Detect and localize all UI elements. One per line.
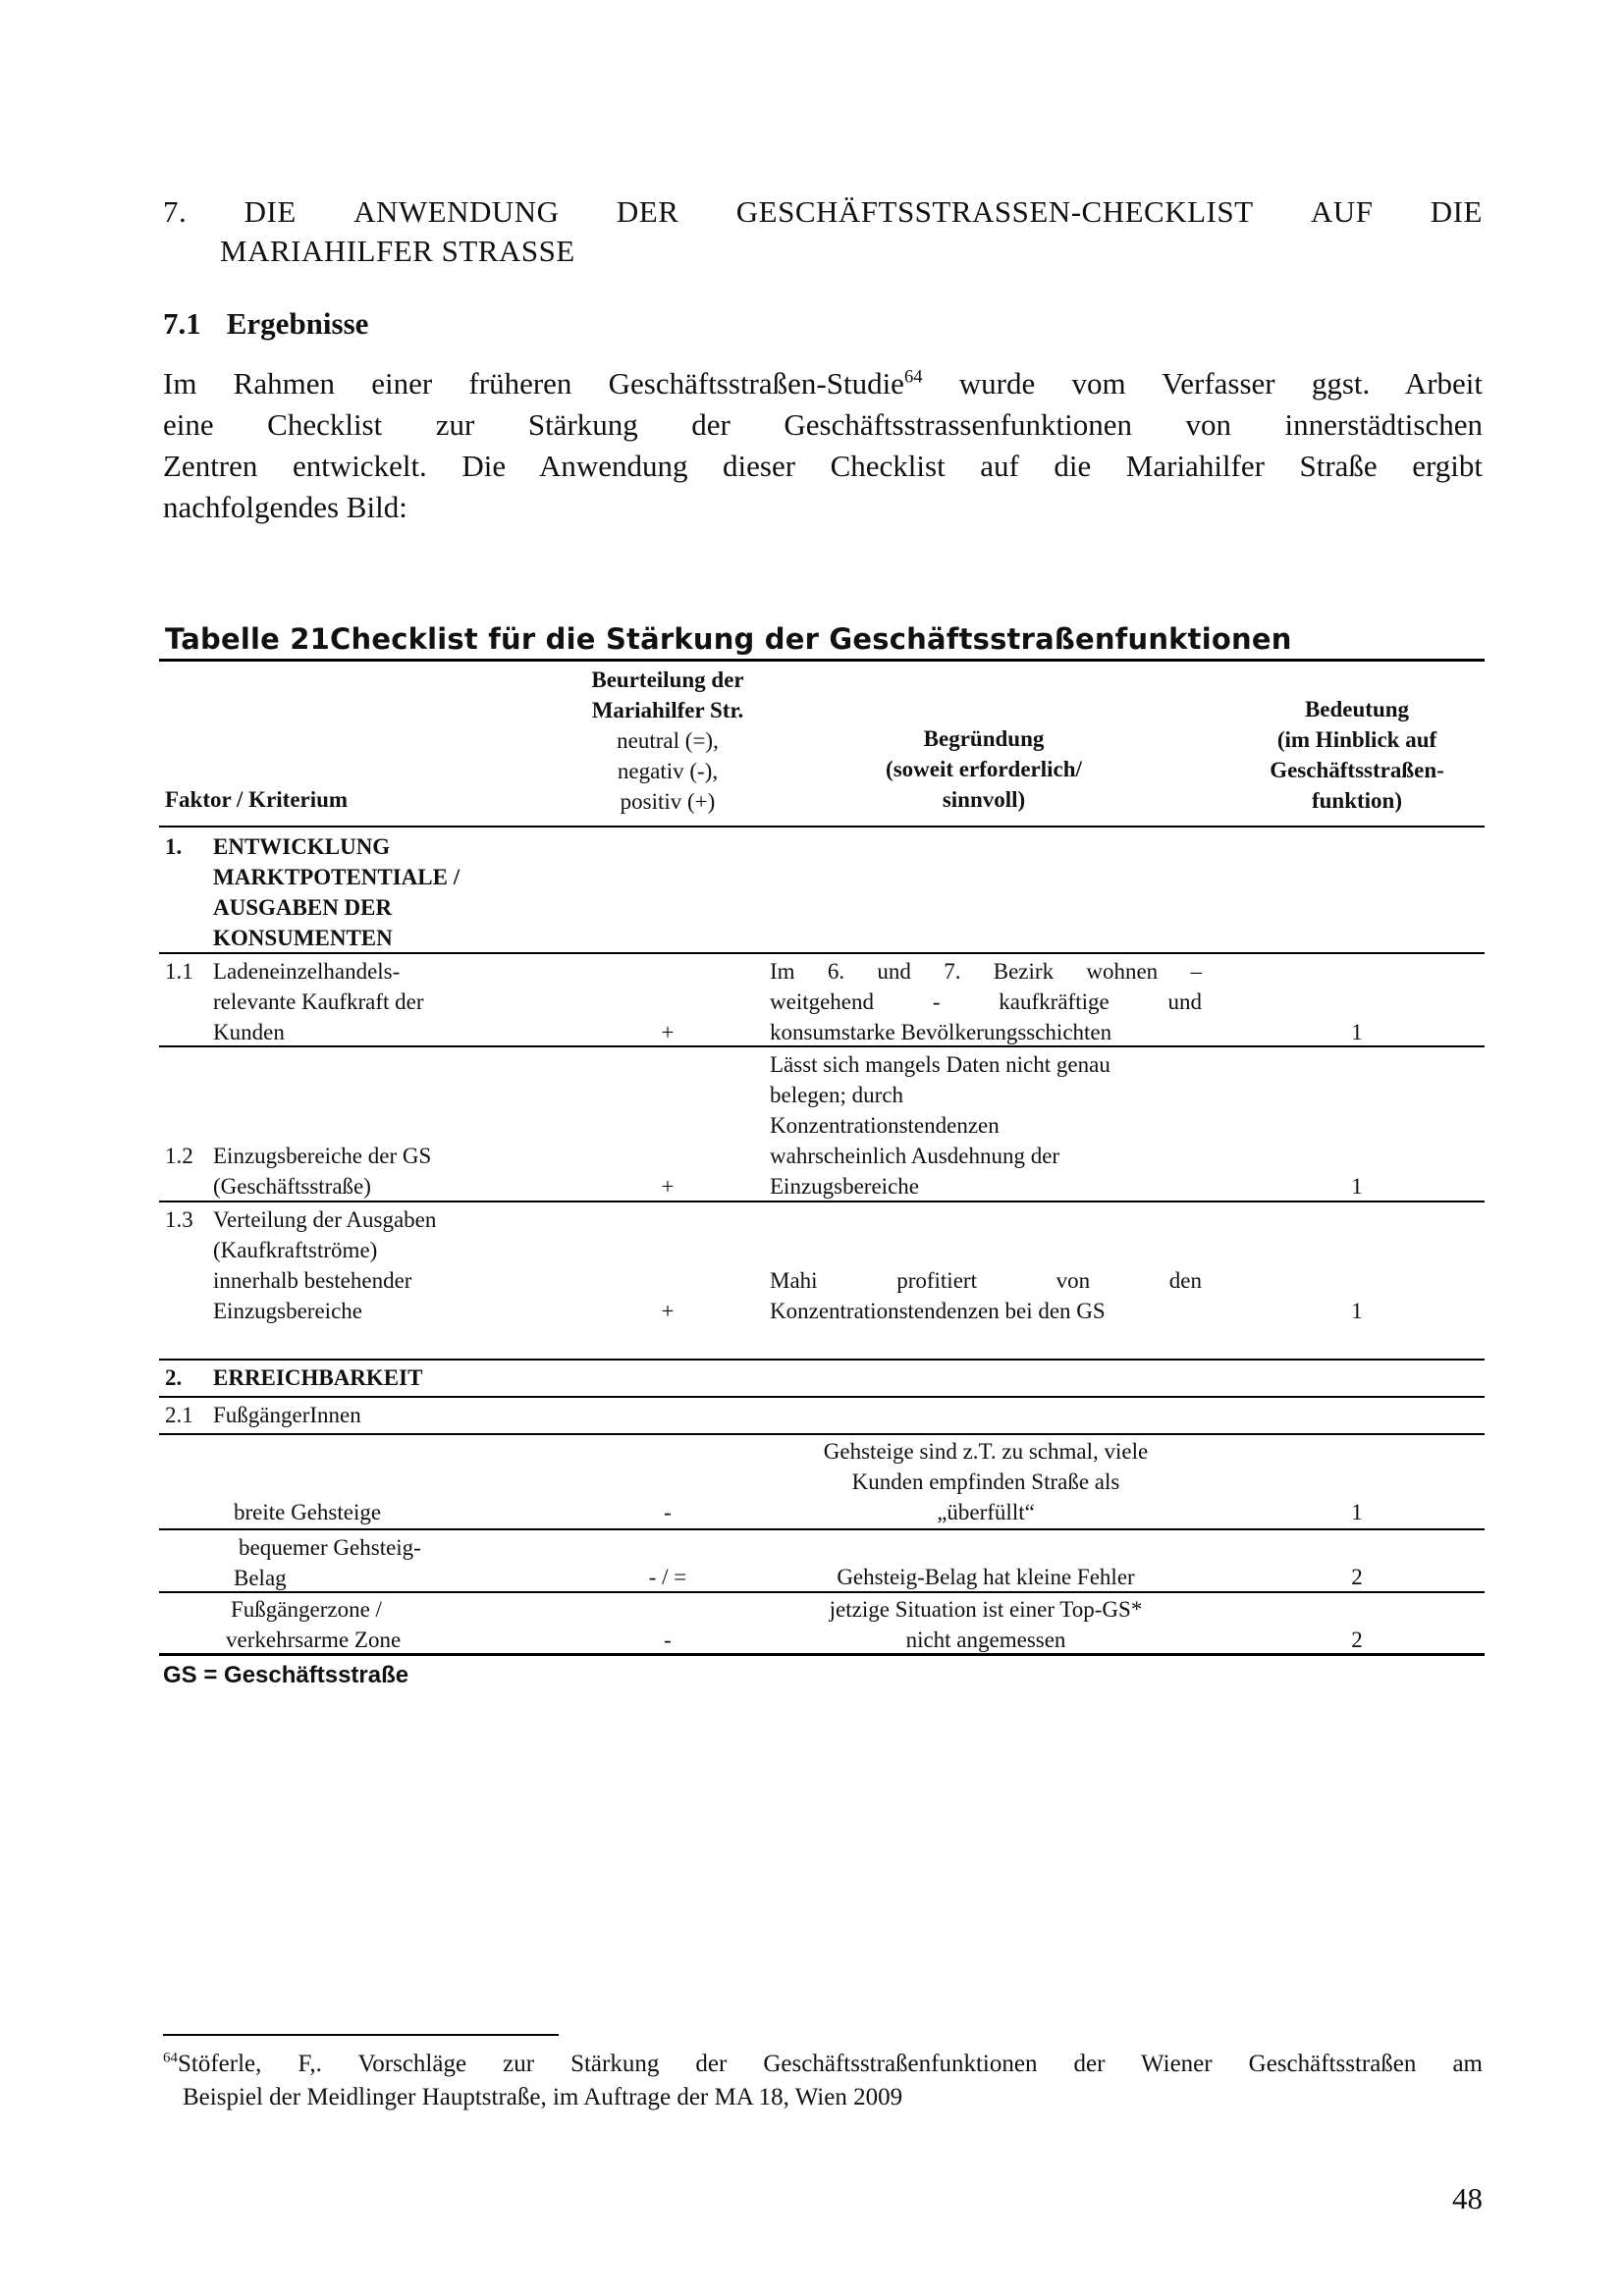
header-reason <box>768 723 1200 815</box>
header-reason-line: (soweit erforderlich/ <box>886 757 1082 781</box>
heading-word: AUF <box>1310 194 1374 229</box>
footnote-mark: 64 <box>163 2050 178 2066</box>
header-rating-line: positiv (+) <box>620 789 716 814</box>
row-reason-line: Konzentrationstendenzen bei den GS <box>770 1299 1106 1323</box>
table-note: GS = Geschäftsstraße <box>163 1662 409 1688</box>
row-factor-line: bequemer Gehsteig- <box>239 1535 421 1560</box>
row-factor-line: Fußgängerzone / <box>231 1597 382 1622</box>
section2-number: 2. <box>165 1365 183 1390</box>
table-rule <box>159 1359 1485 1361</box>
heading-word: DIE <box>244 194 297 229</box>
intro-line: Zentren entwickelt. Die Anwendung dieser Checklist auf die Mariahilfer Straße ergibt <box>163 449 1483 483</box>
header-weight <box>1239 694 1475 816</box>
row-reason-line: Lässt sich mangels Daten nicht genau <box>770 1052 1110 1077</box>
row-number: 1.3 <box>165 1207 193 1232</box>
row-factor-line: relevante Kaufkraft der <box>213 989 424 1014</box>
row-factor-line: innerhalb bestehender <box>213 1268 412 1293</box>
row-factor-line: Kunden <box>213 1020 285 1044</box>
row-reason-line: Gehsteige sind z.T. zu schmal, viele <box>823 1439 1149 1464</box>
intro-line: eine Checklist zur Stärkung der Geschäftsstrassenfunktionen von innerstädtischen <box>163 407 1483 442</box>
row-number: 2.1 <box>165 1403 193 1427</box>
footnote-text: Stöferle, F,. Vorschläge zur Stärkung der Geschäftsstraßenfunktionen der Wiener Geschäftsstraßen am <box>178 2051 1483 2077</box>
row-reason-line: jetzige Situation ist einer Top-GS* <box>829 1597 1143 1622</box>
section-number: 7.1 <box>163 306 201 341</box>
section-title: Ergebnisse <box>226 306 369 341</box>
row-rating: - <box>664 1628 672 1652</box>
header-factor: Faktor / Kriterium <box>165 787 349 812</box>
row-reason <box>770 1436 1202 1527</box>
heading-word: DER <box>616 194 679 229</box>
header-rating-line: neutral (=), <box>617 728 719 753</box>
row-weight: 1 <box>1351 1020 1363 1044</box>
row-factor <box>213 956 424 1047</box>
row-rating: - <box>664 1500 672 1524</box>
heading-word: DIE <box>1430 194 1483 229</box>
row-reason-line: belegen; durch <box>770 1083 904 1107</box>
table-rule <box>159 1396 1485 1398</box>
row-reason <box>770 1594 1202 1655</box>
row-weight: 1 <box>1351 1174 1363 1199</box>
row-factor-line: Einzugsbereiche der GS <box>213 1144 432 1168</box>
heading-word: ANWENDUNG <box>353 194 560 229</box>
row-reason: Gehsteig-Belag hat kleine Fehler <box>837 1565 1135 1589</box>
row-rating: + <box>661 1299 675 1323</box>
row-factor-line: (Kaufkraftströme) <box>213 1238 378 1262</box>
table-caption: Tabelle 21Checklist für die Stärkung der Geschäftsstraßenfunktionen <box>165 622 1292 656</box>
checklist-table <box>159 659 1485 1688</box>
header-rating-line: negativ (-), <box>617 759 719 783</box>
chapter-heading-line2: MARIAHILFER STRASSE <box>220 234 575 268</box>
row-rating: - / = <box>648 1565 687 1589</box>
intro-text: Im Rahmen einer früheren Geschäftsstraßen-Studie <box>163 366 904 400</box>
row-factor-line: Ladeneinzelhandels- <box>213 959 401 984</box>
row-reason-line: konsumstarke Bevölkerungsschichten <box>770 1020 1112 1044</box>
footnote <box>163 2048 1483 2114</box>
footnote-line <box>163 2048 1483 2081</box>
table-rule <box>159 826 1485 828</box>
row-factor-line: Belag <box>234 1566 287 1590</box>
section1-title-line: KONSUMENTEN <box>213 926 393 950</box>
table-rule <box>159 1433 1485 1435</box>
header-reason-line: sinnvoll) <box>942 787 1026 812</box>
row-reason-line: Einzugsbereiche <box>770 1174 919 1199</box>
header-rating-line: Beurteilung der <box>591 667 744 692</box>
table-rule <box>159 1528 1485 1530</box>
row-factor <box>226 1594 401 1655</box>
intro-line: nachfolgendes Bild: <box>163 490 407 524</box>
footnote-line: Beispiel der Meidlinger Hauptstraße, im Auftrage der MA 18, Wien 2009 <box>183 2084 903 2110</box>
header-weight-line: Geschäftsstraßen- <box>1270 758 1444 782</box>
row-factor-line: Einzugsbereiche <box>213 1299 362 1323</box>
row-reason-line: Im 6. und 7. Bezirk wohnen – <box>770 959 1202 984</box>
header-rating <box>530 665 805 817</box>
header-reason-line: Begründung <box>923 726 1045 751</box>
row-reason-line: Kunden empfinden Straße als <box>851 1469 1120 1494</box>
chapter-heading <box>163 192 1483 271</box>
row-factor: breite Gehsteige <box>234 1500 382 1524</box>
row-reason-line: weitgehend - kaufkräftige und <box>770 989 1202 1014</box>
section1-title <box>213 831 460 953</box>
row-reason-line: Konzentrationstendenzen <box>770 1113 1000 1138</box>
row-factor: FußgängerInnen <box>213 1403 361 1427</box>
chapter-heading-line1 <box>163 192 1483 232</box>
section1-title-line: ENTWICKLUNG <box>213 834 391 859</box>
heading-word: GESCHÄFTSSTRASSEN-CHECKLIST <box>735 194 1254 229</box>
row-reason-line: wahrscheinlich Ausdehnung der <box>770 1144 1060 1168</box>
section-heading <box>163 304 368 344</box>
row-reason <box>770 1265 1202 1326</box>
footnote-reference[interactable]: 64 <box>903 366 923 388</box>
header-weight-line: (im Hinblick auf <box>1276 727 1437 752</box>
header-rating-line: Mariahilfer Str. <box>591 698 744 722</box>
page-number: 48 <box>1452 2181 1483 2216</box>
row-weight: 2 <box>1351 1628 1363 1652</box>
row-reason-line: Mahi profitiert von den <box>770 1268 1202 1293</box>
row-reason-line: nicht angemessen <box>905 1628 1066 1652</box>
section1-number: 1. <box>165 834 183 859</box>
intro-paragraph <box>163 363 1483 528</box>
row-weight: 2 <box>1351 1565 1363 1589</box>
footnote-rule <box>163 2034 559 2036</box>
row-reason <box>770 956 1202 1047</box>
row-factor <box>213 1141 431 1201</box>
row-number: 1.2 <box>165 1144 193 1168</box>
intro-line <box>163 363 1483 404</box>
intro-text: wurde vom Verfasser ggst. Arbeit <box>922 366 1484 400</box>
header-weight-line: funktion) <box>1311 788 1403 813</box>
row-factor-line: verkehrsarme Zone <box>226 1628 402 1652</box>
section1-title-line: AUSGABEN DER <box>213 895 393 920</box>
chapter-number: 7. <box>163 194 188 229</box>
row-rating: + <box>661 1174 675 1199</box>
row-weight: 1 <box>1351 1500 1363 1524</box>
row-factor <box>213 1204 436 1326</box>
table-rule-top <box>159 659 1485 662</box>
row-rating: + <box>661 1020 675 1044</box>
row-weight: 1 <box>1351 1299 1363 1323</box>
row-reason <box>770 1049 1202 1201</box>
row-number: 1.1 <box>165 959 193 984</box>
section2-title: ERREICHBARKEIT <box>213 1365 423 1390</box>
row-factor-line: Verteilung der Ausgaben <box>213 1207 437 1232</box>
row-factor <box>234 1532 421 1593</box>
section1-title-line: MARKTPOTENTIALE / <box>213 865 460 889</box>
header-weight-line: Bedeutung <box>1304 697 1410 721</box>
row-reason-line: „überfüllt“ <box>937 1500 1035 1524</box>
row-factor-line: (Geschäftsstraße) <box>213 1174 371 1199</box>
